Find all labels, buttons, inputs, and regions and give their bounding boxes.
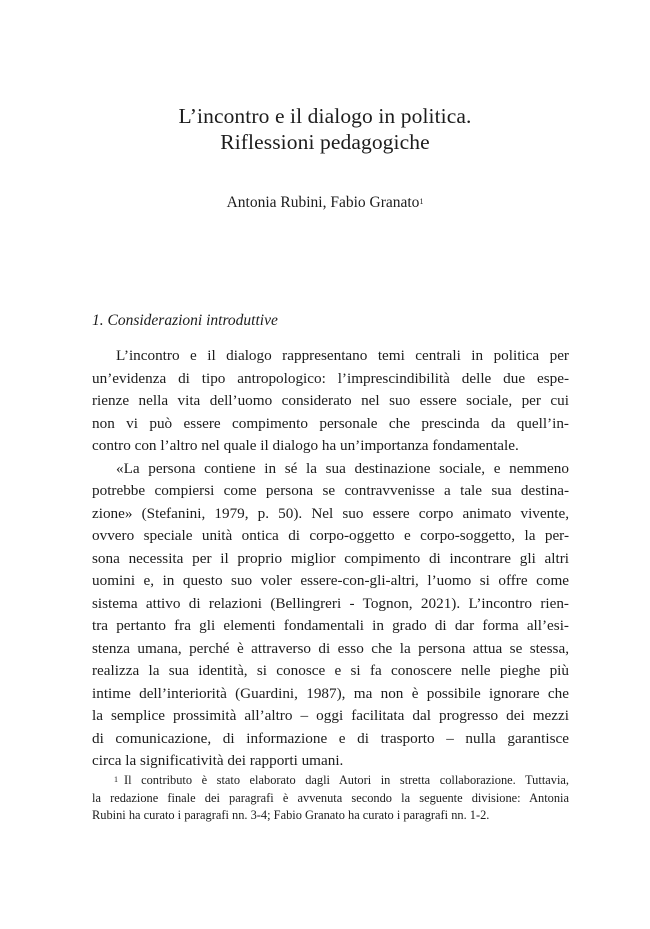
author-line [0,193,650,213]
text-line: rienze nella vita dell’uomo considerato nel suo essere sociale, per cui [92,392,569,409]
text-line: uomini e, in questo suo voler essere-con-gli-altri, l’uomo si offre come [92,572,569,589]
text-line: di comunicazione, di informazione e di trasporto – nulla garantisce [92,729,569,747]
text-line: non vi può essere compimento personale che prescinda da quell’in- [92,414,569,432]
text-line: «La persona contiene in sé la sua destinazione sociale, e nemmeno [116,459,569,477]
text-line: la semplice prossimità all’altro – oggi facilitata dal progresso dei mezzi [92,707,569,724]
footnote-mark: 1 [114,775,118,784]
text-line: stenza umana, perché è attraverso di esso che la persona attua se stessa, [92,639,569,657]
text-line: potrebbe compiersi come persona se contravvenisse a tale sua destina- [92,482,569,499]
text-line: sona necessita per il proprio miglior compimento di incontrare gli altri [92,549,569,567]
footnote-text: Il contributo è stato elaborato dagli Autori in stretta collaborazione. Tuttavia, [124,773,569,787]
text-line: zione» (Stefanini, 1979, p. 50). Nel suo essere corpo animato vivente, [92,504,569,522]
footnote-line [92,772,569,790]
body-text [92,345,569,773]
footnote-line: la redazione finale dei paragrafi è avvenuta secondo la seguente divisione: Antonia [92,790,569,805]
text-line: intime dell’interiorità (Guardini, 1987), ma non è possibile ignorare che [92,684,569,702]
text-line: L’incontro e il dialogo rappresentano temi centrali in politica per [116,347,569,364]
text-line: realizza la sua identità, si conosce e si fa conoscere nelle pieghe più [92,662,569,679]
author-footnote-ref[interactable]: 1 [419,197,424,206]
section-heading: 1. Considerazioni introduttive [92,312,278,329]
text-line: un’evidenza di tipo antropologico: l’imprescindibilità delle due espe- [92,369,569,387]
text-line: ovvero speciale unità ontica di corpo-oggetto e corpo-soggetto, la per- [92,527,569,544]
footnote [92,772,569,825]
author-names: Antonia Rubini, Fabio Granato [226,194,420,211]
title-line-1: L’incontro e il dialogo in politica. [178,104,472,128]
title-line-2: Riflessioni pedagogiche [220,130,430,154]
text-line: circa la significatività dei rapporti umani. [92,752,344,769]
paragraph-1 [92,345,569,458]
text-line: contro con l’altro nel quale il dialogo ha un’importanza fondamentale. [92,437,519,454]
paper-title [0,103,650,155]
paragraph-2 [92,458,569,773]
text-line: sistema attivo di relazioni (Bellingreri - Tognon, 2021). L’incontro rien- [92,594,569,612]
footnote-line: Rubini ha curato i paragrafi nn. 3-4; Fabio Granato ha curato i paragrafi nn. 1-2. [92,808,490,822]
text-line: tra pertanto fra gli elementi fondamentali in grado di dar forma all’esi- [92,617,569,634]
